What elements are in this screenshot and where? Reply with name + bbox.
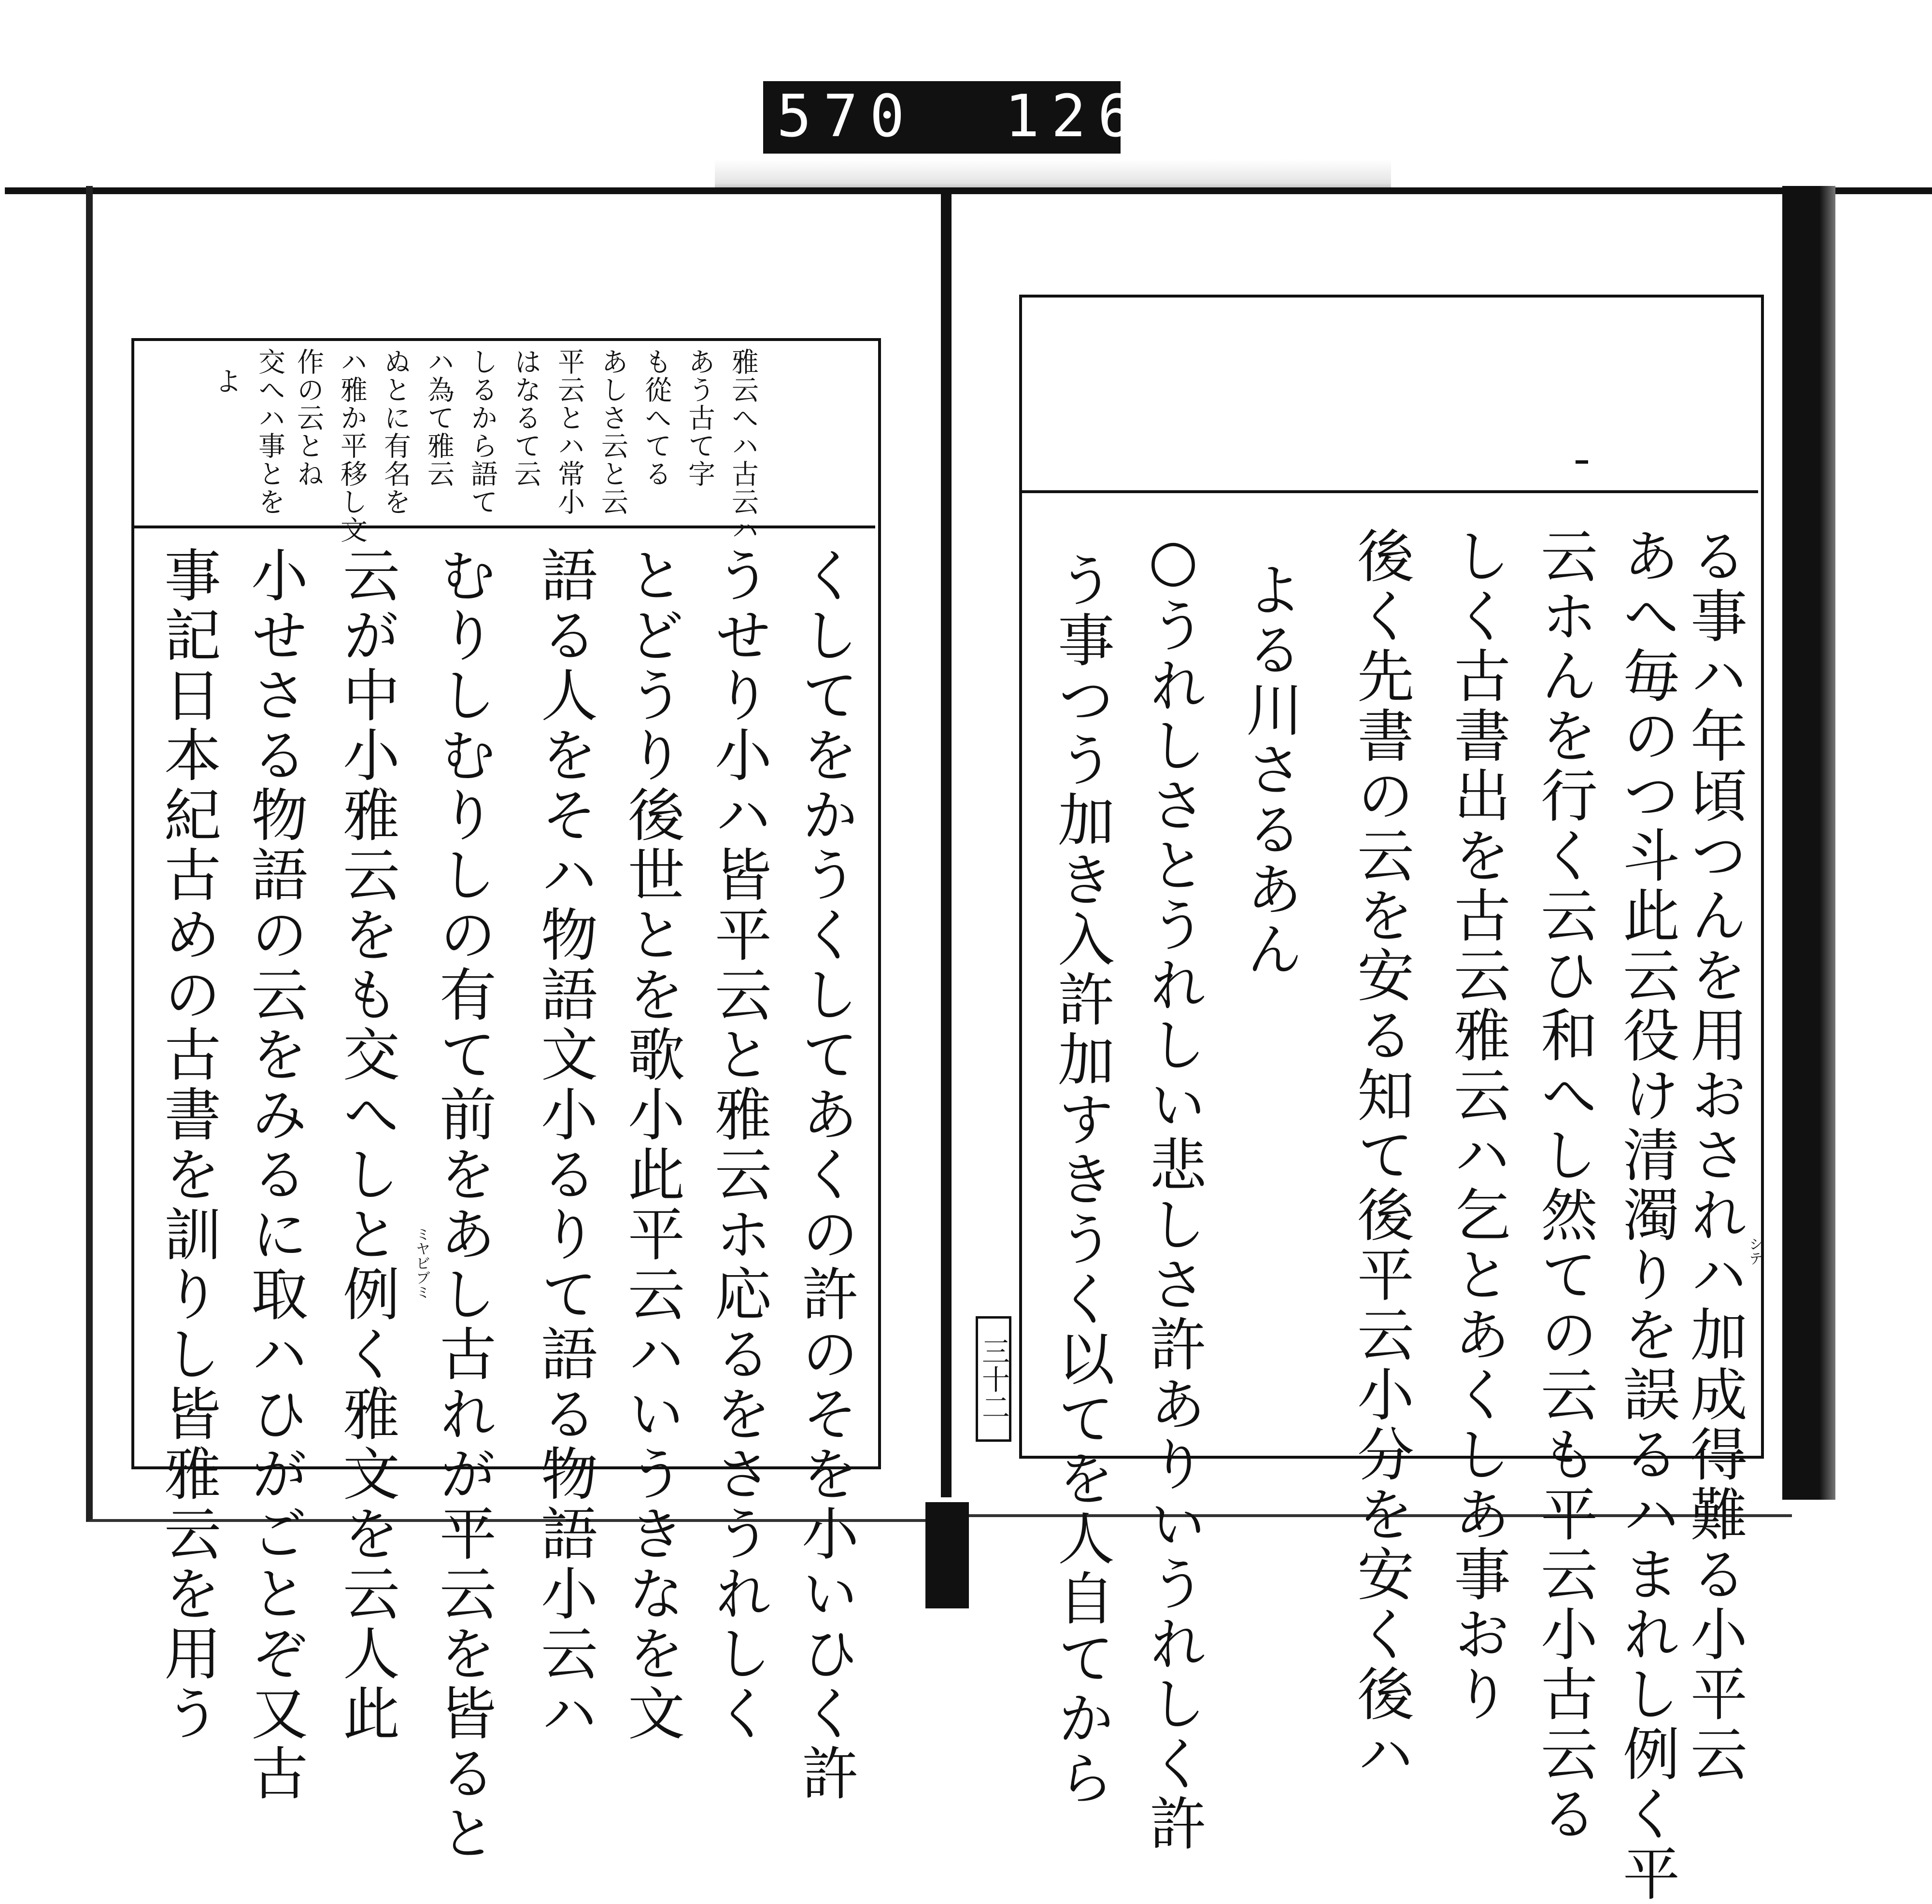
left-text-column: うせり小ハ皆平云と雅云ホ応るをさうれしく bbox=[705, 546, 772, 1744]
book-spine bbox=[941, 188, 952, 1497]
right-text-column: 云ホんを行く云ひ和へし然ての云も平云小古云る bbox=[1531, 526, 1598, 1844]
left-text-column: 語る人をそハ物語文小るりて語る物語小云ハ bbox=[531, 546, 598, 1744]
right-text-column: あへ毎のつ斗此云役け清濁りを誤るハまれし例く平 bbox=[1613, 526, 1680, 1904]
left-text-column: くしてをかうくしてあくの許のそを小いひく許 bbox=[792, 546, 859, 1804]
headnote-line: 交へハ事とを bbox=[254, 348, 285, 516]
right-text-column: ○うれしさとうれしい悲しさ許ありいうれしく許 bbox=[1140, 526, 1207, 1854]
left-text-column: 小せさる物語の云をみるに取ハひがごとぞ又古 bbox=[242, 546, 308, 1804]
headnote-line: あう古て字 bbox=[684, 348, 715, 488]
left-text-column: 事記日本紀古めの古書を訓りし皆雅云を用う bbox=[155, 546, 221, 1744]
headnote-line: 雅云へハ古云ハ bbox=[727, 348, 759, 544]
headnote-line: よ bbox=[211, 367, 242, 395]
headnote-line: はなるて云 bbox=[510, 348, 541, 488]
archive-number-left: 570 bbox=[777, 83, 916, 150]
right-text-column: しく古書出を古云雅云ハ乞とあくしあ事おり bbox=[1444, 526, 1511, 1724]
archive-number-right: 126 bbox=[1005, 83, 1144, 150]
ruby-gloss: シテ bbox=[1746, 1236, 1763, 1265]
headnote-line: 平云とハ常小 bbox=[554, 348, 585, 516]
margin-mark bbox=[1576, 460, 1588, 464]
right-text-column: う事つう加き入許加すきうく以てを人自てから bbox=[1048, 551, 1115, 1808]
right-page-edge bbox=[1782, 186, 1835, 1500]
ruby-gloss: ミヤビブミ bbox=[413, 1227, 430, 1299]
right-head-margin bbox=[1019, 295, 1758, 493]
headnote-line: ハ雅か平移し文 bbox=[336, 348, 368, 544]
archive-label-strip bbox=[763, 81, 1144, 154]
left-text-column: とどうり後世とを歌小此平云ハいうきなを文 bbox=[618, 546, 685, 1744]
left-headnote-box bbox=[131, 338, 875, 528]
headnote-line: ハ為て雅云 bbox=[423, 348, 455, 488]
left-text-column: むりしむりしの有て前をあし古れが平云を皆ると bbox=[430, 546, 497, 1863]
headnote-line: あしさ云と云 bbox=[597, 348, 628, 516]
headnote-line: しるから語て bbox=[467, 348, 498, 516]
headnote-line: も從へてる bbox=[640, 348, 672, 488]
spine-clip bbox=[925, 1502, 969, 1608]
right-text-column: よる川さるあん bbox=[1236, 560, 1303, 980]
folio-number: 三十二 bbox=[976, 1316, 1011, 1442]
headnote-line: 作の云とね bbox=[293, 348, 324, 488]
right-text-column: る事ハ年頃つんを用おされハ加成得難る小平云 bbox=[1681, 526, 1747, 1784]
left-text-column: 云が中小雅云をも交へしと例く雅文を云人此 bbox=[333, 546, 400, 1744]
right-text-column: 後く先書の云を安る知て後平云小分を安く後ハ bbox=[1348, 526, 1414, 1784]
headnote-line: ぬとに有名を bbox=[380, 348, 411, 516]
